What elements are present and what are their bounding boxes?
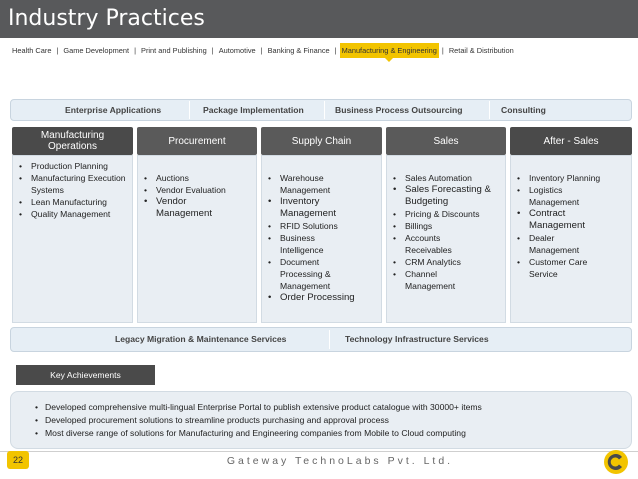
key-achievements-label: Key Achievements	[16, 365, 155, 385]
page-number: 22	[7, 451, 29, 469]
nav-item-health-care[interactable]: Health Care	[12, 45, 52, 55]
company-name: Gateway TechnoLabs Pvt. Ltd.	[226, 455, 454, 467]
nav-separator: |	[260, 45, 263, 55]
list-item: • Business Intelligence	[266, 232, 350, 256]
legacy-migration-maintenance: Legacy Migration & Maintenance Services	[115, 334, 287, 344]
column-header-sales: Sales	[386, 127, 506, 155]
list-item: • Accounts Receivables	[391, 232, 471, 256]
column-header-procurement: Procurement	[137, 127, 257, 155]
list-item: • RFID Solutions	[266, 220, 377, 232]
nav-separator: |	[441, 45, 444, 55]
legacy-divider	[329, 330, 330, 349]
list-item: • Production Planning	[17, 160, 128, 172]
list-item: • Warehouse Management	[266, 172, 350, 196]
nav-item-automotive[interactable]: Automotive	[218, 45, 256, 55]
column-header-supply-chain: Supply Chain	[261, 127, 382, 155]
nav-item-game-development[interactable]: Game Development	[63, 45, 130, 55]
list-item: • Sales Forecasting & Budgeting	[391, 184, 501, 208]
key-achievements-box	[10, 391, 632, 449]
list-item: • Lean Manufacturing	[17, 196, 128, 208]
service-business-process-outsourcing: Business Process Outsourcing	[335, 105, 463, 115]
nav-separator: |	[211, 45, 214, 55]
column-body-supply-chain	[261, 155, 382, 323]
nav-separator: |	[56, 45, 59, 55]
service-package-implementation: Package Implementation	[203, 105, 304, 115]
list-item: • Channel Management	[391, 268, 471, 292]
service-divider	[324, 101, 325, 119]
column-header-after-sales: After - Sales	[510, 127, 632, 155]
column-header-manufacturing-operations: Manufacturing Operations	[12, 127, 133, 155]
list-item: • Pricing & Discounts	[391, 208, 501, 220]
nav-item-banking-finance[interactable]: Banking & Finance	[267, 45, 330, 55]
column-body-procurement	[137, 155, 257, 323]
industry-nav	[10, 40, 630, 60]
list-item: • Contract Management	[515, 208, 597, 232]
legacy-services-bar	[10, 327, 632, 352]
list-item: • CRM Analytics	[391, 256, 501, 268]
list-item: • Quality Management	[17, 208, 128, 220]
list-item: • Vendor Management	[142, 196, 224, 220]
list-item: • Dealer Management	[515, 232, 591, 256]
service-enterprise-applications: Enterprise Applications	[65, 105, 162, 115]
nav-item-manufacturing-engineering[interactable]: Manufacturing & Engineering	[340, 43, 439, 58]
technology-infrastructure: Technology Infrastructure Services	[345, 334, 489, 344]
list-item: • Auctions	[142, 172, 252, 184]
page-title: Industry Practices	[0, 0, 638, 38]
nav-separator: |	[334, 45, 337, 55]
column-body-manufacturing-operations	[12, 155, 133, 323]
achievement-item: • Developed comprehensive multi-lingual Enterprise Portal to publish extensive product catalogue with 30000+ items	[35, 401, 631, 414]
service-divider	[489, 101, 490, 119]
column-body-after-sales	[510, 155, 632, 323]
nav-item-print-publishing[interactable]: Print and Publishing	[141, 45, 207, 55]
service-divider	[189, 101, 190, 119]
list-item: • Logistics Management	[515, 184, 591, 208]
services-bar	[10, 99, 632, 121]
achievement-item: • Developed procurement solutions to streamline products purchasing and approval process	[35, 414, 631, 427]
list-item: • Order Processing	[266, 292, 377, 304]
nav-separator: |	[134, 45, 137, 55]
list-item: • Vendor Evaluation	[142, 184, 252, 196]
list-item: • Manufacturing Execution Systems	[17, 172, 128, 196]
company-logo-icon	[603, 449, 629, 475]
footer-divider	[0, 451, 638, 452]
list-item: • Sales Automation	[391, 172, 501, 184]
column-body-sales	[386, 155, 506, 323]
list-item: • Inventory Management	[266, 196, 350, 220]
service-consulting: Consulting	[501, 105, 546, 115]
achievement-item: • Most diverse range of solutions for Manufacturing and Engineering companies from Mobile to Cloud computing	[35, 427, 631, 440]
list-item: • Document Processing & Management	[266, 256, 350, 292]
nav-item-retail-distribution[interactable]: Retail & Distribution	[448, 45, 514, 55]
list-item: • Billings	[391, 220, 501, 232]
list-item: • Inventory Planning	[515, 172, 627, 184]
list-item: • Customer Care Service	[515, 256, 595, 280]
